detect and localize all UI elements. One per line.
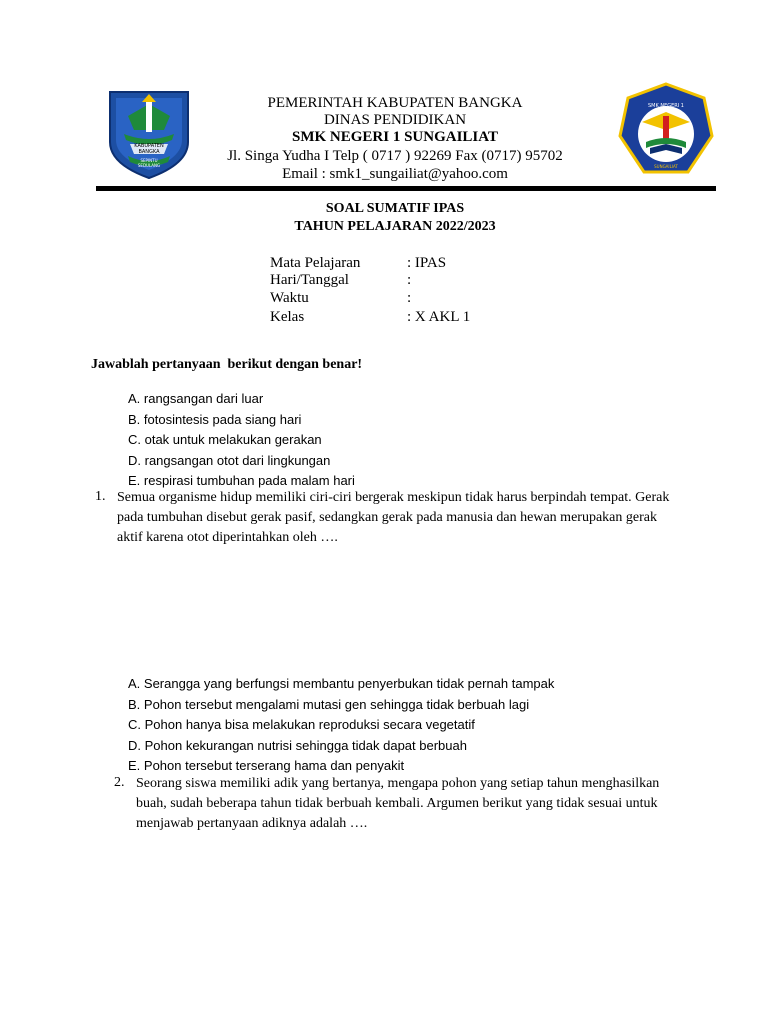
instruction: Jawablah pertanyaan berikut dengan benar! <box>91 357 363 372</box>
info-row-subject <box>270 255 446 272</box>
info-value: : <box>407 272 412 288</box>
q2-line-3: menjawab pertanyaan adiknya adalah …. <box>136 816 368 831</box>
logo-right-caption: SMK NEGERI 1 <box>647 103 684 109</box>
info-row-time <box>270 290 411 307</box>
exam-title: SOAL SUMATIF IPAS <box>325 201 465 216</box>
q1-option-b: B. fotosintesis pada siang hari <box>128 412 302 427</box>
logo-left-motto: SEPINTU SEDULANG <box>137 158 161 168</box>
q2-option-d: D. Pohon kekurangan nutrisi sehingga tidak dapat berbuah <box>128 738 467 753</box>
info-value: : X AKL 1 <box>407 309 471 325</box>
q2-option-c: C. Pohon hanya bisa melakukan reproduksi secara vegetatif <box>128 717 475 732</box>
info-label: Mata Pelajaran <box>270 255 361 271</box>
q1-line-3: aktif karena otot diperintahkan oleh …. <box>117 530 338 545</box>
q1-number: 1. <box>95 489 106 504</box>
q1-option-d: D. rangsangan otot dari lingkungan <box>128 453 331 468</box>
info-value: : <box>407 290 412 306</box>
info-label: Waktu <box>270 290 309 306</box>
logo-right-bottom: SUNGAILIAT <box>654 164 678 169</box>
letterhead-line-1: PEMERINTAH KABUPATEN BANGKA <box>267 95 523 111</box>
letterhead-line-2: DINAS PENDIDIKAN <box>323 112 467 128</box>
exam-year: TAHUN PELAJARAN 2022/2023 <box>294 219 496 234</box>
q2-line-1: Seorang siswa memiliki adik yang bertanya, mengapa pohon yang setiap tahun menghasilkan <box>136 776 660 791</box>
info-value: : IPAS <box>407 255 447 271</box>
info-label: Kelas <box>270 309 305 325</box>
q1-line-2: pada tumbuhan disebut gerak pasif, sedangkan gerak pada manusia dan hewan merupakan gerak <box>117 510 657 525</box>
letterhead-school-name: SMK NEGERI 1 SUNGAILIAT <box>291 129 498 145</box>
q2-line-2: buah, sudah beberapa tahun tidak berbuah kembali. Argumen berikut yang tidak sesuai untuk <box>136 796 658 811</box>
q1-option-c: C. otak untuk melakukan gerakan <box>128 432 322 447</box>
q2-option-a: A. Serangga yang berfungsi membantu penyerbukan tidak pernah tampak <box>128 676 555 691</box>
info-row-date <box>270 272 411 289</box>
info-label: Hari/Tanggal <box>270 272 349 288</box>
q2-number: 2. <box>114 775 125 790</box>
q1-line-1: Semua organisme hidup memiliki ciri-ciri bergerak meskipun tidak harus berpindah tempat. Gerak <box>117 490 670 505</box>
q1-option-a: A. rangsangan dari luar <box>128 391 264 406</box>
q2-option-b: B. Pohon tersebut mengalami mutasi gen sehingga tidak berbuah lagi <box>128 697 530 712</box>
logo-left-caption: KABUPATEN BANGKA <box>134 143 164 155</box>
letterhead-email: Email : smk1_sungailiat@yahoo.com <box>282 166 508 182</box>
letterhead-divider <box>96 186 716 191</box>
smk-negeri-1-logo <box>618 82 714 182</box>
info-row-class <box>270 309 470 326</box>
q1-option-e: E. respirasi tumbuhan pada malam hari <box>128 473 355 488</box>
q2-option-e: E. Pohon tersebut terserang hama dan penyakit <box>128 758 405 773</box>
letterhead-address: Jl. Singa Yudha I Telp ( 0717 ) 92269 Fax (0717) 95702 <box>227 148 563 164</box>
